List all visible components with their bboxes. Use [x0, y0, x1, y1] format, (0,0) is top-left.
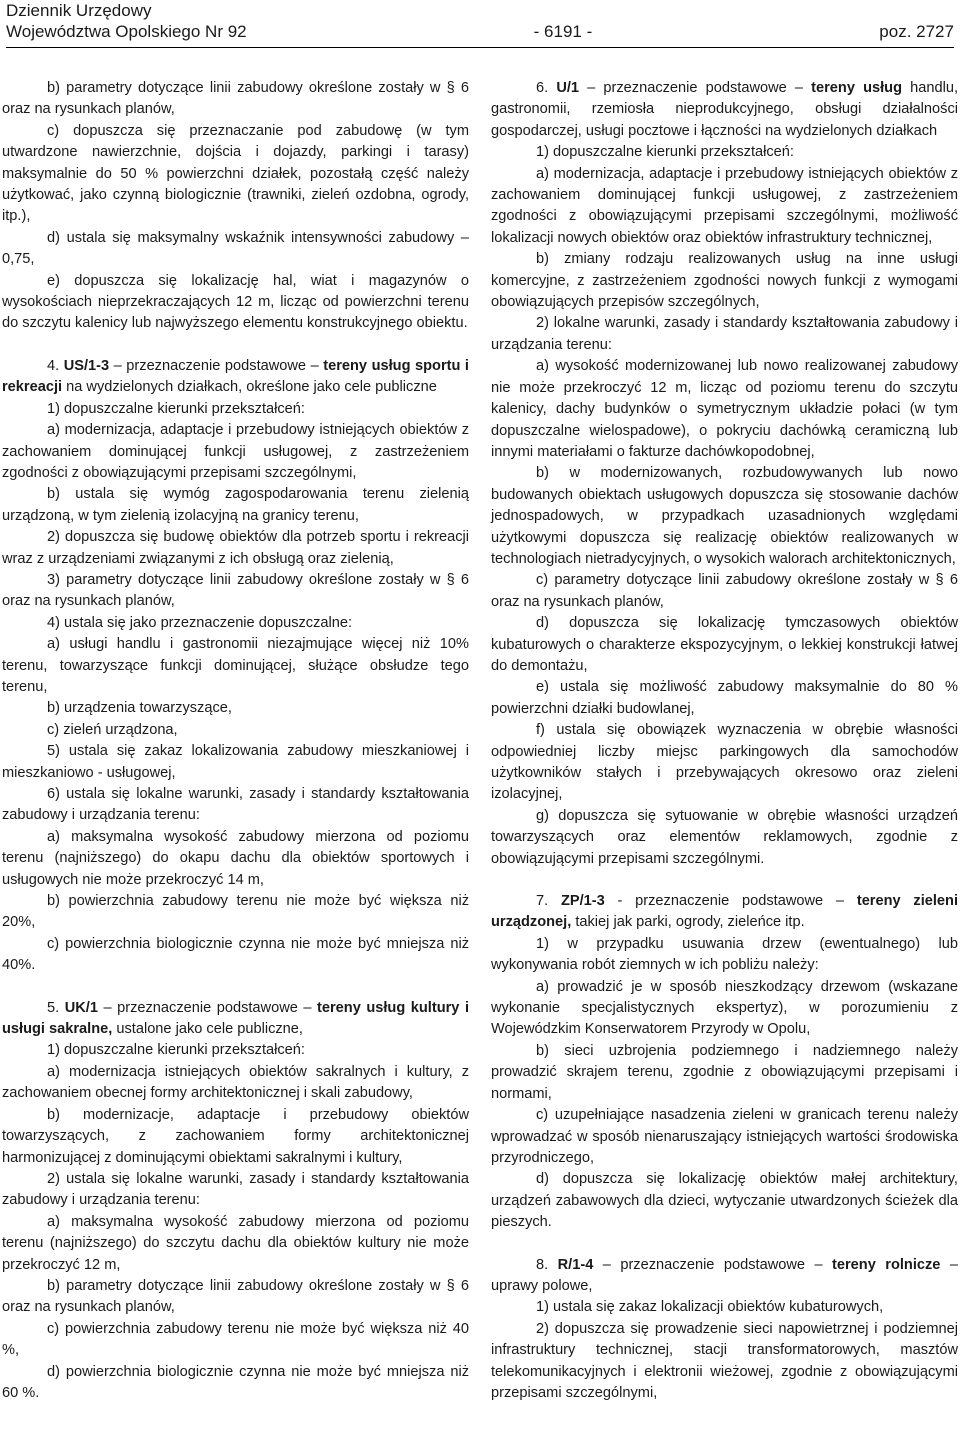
section-number: 7. [536, 893, 561, 910]
paragraph: b) zmiany rodzaju realizowanych usług na inne usługi komercyjne, z zastrzeżeniem zgodności nowych funkcji z wymogami obowiązujących przepisów szczególnych, [491, 251, 958, 311]
paragraph: f) ustala się obowiązek wyznaczenia w obrębie własności odpowiedniej liczby miejsc parkingowych dla samochodów użytkowników stałych i przebywających okresowo oraz zieleni izolacyjnej, [491, 722, 958, 803]
left-column [2, 78, 469, 1404]
section-code: ZP/1-3 [560, 893, 605, 910]
paragraph: a) modernizacja, adaptacje i przebudowy istniejących obiektów z zachowaniem dominującej funkcji usługowej, z zastrzeżeniem zgodności z obowiązującymi przepisami szczególnymi, możliwość lokalizacji nowych obiektów oraz obiektów infrastruktury technicznej, [491, 165, 958, 246]
section-purpose: tereny zieleni urządzonej, [491, 893, 959, 931]
page-number: - 6191 - [533, 22, 593, 41]
section-text: ustalone jako cele publiczne, [112, 1021, 303, 1038]
paragraph: d) powierzchnia biologicznie czynna nie może być mniejsza niż 60 %. [2, 1363, 469, 1401]
section-number: 8. [536, 1256, 558, 1273]
paragraph: c) powierzchnia zabudowy terenu nie może być większa niż 40 %, [2, 1320, 469, 1359]
paragraph: 1) dopuszczalne kierunki przekształceń: [47, 1042, 305, 1059]
paragraph: b) modernizacje, adaptacje i przebudowy obiektów towarzyszących, z zachowaniem formy architektonicznej harmonizującej z dominującymi obiektami sakralnymi i kultury, [2, 1106, 469, 1166]
paragraph: c) parametry dotyczące linii zabudowy określone zostały w § 6 oraz na rysunkach planów, [491, 572, 958, 610]
paragraph: 1) w przypadku usuwania drzew (ewentualnego) lub wykonywania robót ziemnych w ich pobliżu należy: [491, 935, 958, 974]
paragraph: b) w modernizowanych, rozbudowywanych lub nowo budowanych obiektach usługowych dopuszcza się stosowanie dachów jednospadowych, w przypadkach uzasadnionych względami użytkowymi dopuszcza się realizację obiektów realizowanych w technologiach nietradycyjnych, o wysokich walorach architektonicznych, [491, 465, 958, 567]
section-purpose: tereny usług sportu i rekreacji [2, 357, 469, 396]
paragraph: b) ustala się wymóg zagospodarowania terenu zielenią urządzoną, w tym zielenią izolacyjną na granicy terenu, [2, 486, 469, 524]
right-column [491, 78, 958, 1404]
page-header [6, 0, 954, 48]
paragraph: b) powierzchnia zabudowy terenu nie może być większa niż 20%, [2, 893, 469, 931]
section-number: 4. [47, 357, 64, 374]
section-text: – przeznaczenie podstawowe – [593, 1256, 833, 1273]
paragraph: a) wysokość modernizowanej lub nowo realizowanej zabudowy nie może przekroczyć 12 m, licząc od poziomu terenu do szczytu kalenicy, dachy budynków o symetrycznym układzie połaci (w tym dopuszczalne wielospadowe), o pokryciu dachówką ceramiczną lub innymi materiałami o fakturze dachówkopodobnej, [491, 358, 958, 460]
paragraph: 2) lokalne warunki, zasady i standardy kształtowania zabudowy i urządzania terenu: [491, 315, 958, 353]
paragraph: 1) dopuszczalne kierunki przekształceń: [47, 400, 305, 417]
section-text: handlu, gastronomii, rzemiosła nieprodukcyjnego, obsługi działalności gospodarczej, usługi pocztowe i łączności na wydzielonych działkach [491, 80, 959, 139]
section-number: 5. [47, 999, 65, 1016]
paragraph: a) modernizacja, adaptacje i przebudowy istniejących obiektów z zachowaniem dominującej funkcji usługowej, z zastrzeżeniem zgodności z obowiązującymi przepisami szczególnymi, [2, 422, 469, 481]
paragraph: a) modernizacja istniejących obiektów sakralnych i kultury, z zachowaniem obecnej formy architektonicznej i skali zabudowy, [2, 1063, 469, 1102]
header-row [6, 21, 954, 42]
paragraph: e) ustala się możliwość zabudowy maksymalnie do 80 % powierzchni działki budowlanej, [491, 679, 958, 717]
section-purpose: tereny rolnicze [832, 1256, 941, 1273]
paragraph: 1) dopuszczalne kierunki przekształceń: [536, 144, 794, 161]
section-text: – przeznaczenie podstawowe – [97, 999, 318, 1016]
section-text: – przeznaczenie podstawowe – [109, 357, 324, 374]
paragraph: 5) ustala się zakaz lokalizowania zabudowy mieszkaniowej i mieszkaniowo - usługowej, [2, 743, 469, 781]
paragraph: b) sieci uzbrojenia podziemnego i nadziemnego należy prowadzić skrajem terenu, zgodnie z obowiązującymi przepisami i normami, [491, 1042, 958, 1102]
paragraph: b) urządzenia towarzyszące, [47, 700, 232, 717]
paragraph: c) powierzchnia biologicznie czynna nie może być mniejsza niż 40%. [2, 935, 469, 974]
section-code: UK/1 [64, 999, 98, 1016]
paragraph: e) dopuszcza się lokalizację hal, wiat i magazynów o wysokościach nieprzekraczających 12 m, licząc od powierzchni terenu do szczytu kalenicy lub najwyższego elementu konstrukcyjnego obiektu. [2, 272, 469, 332]
header-rule [6, 47, 954, 48]
section-text: – uprawy polowe, [491, 1256, 958, 1294]
paragraph: 3) parametry dotyczące linii zabudowy określone zostały w § 6 oraz na rysunkach planów, [2, 571, 469, 610]
section-purpose: tereny usług kultury i usługi sakralne, [2, 999, 469, 1038]
paragraph: g) dopuszcza się sytuowanie w obrębie własności urządzeń towarzyszących oraz elementów reklamowych, zgodnie z obowiązującymi przepisami szczególnymi. [491, 807, 958, 867]
journal-title: Dziennik Urzędowy [6, 1, 152, 20]
paragraph: 2) dopuszcza się prowadzenie sieci napowietrznej i podziemnej infrastruktury technicznej, stacji transformatorowych, masztów telekomunikacyjnych i elektronii wieżowej, zgodnie z obowiązującymi przepisami szczególnymi, [491, 1320, 958, 1401]
paragraph: a) prowadzić je w sposób nieszkodzący drzewom (wskazane wykonanie specjalistycznych ekspertyz), w porozumieniu z Wojewódzkim Konserwatorem Przyrody w Opolu, [491, 978, 958, 1038]
position-label: poz. 2727 [879, 22, 954, 41]
paragraph: a) maksymalna wysokość zabudowy mierzona od poziomu terenu (najniższego) do okapu dachu dla obiektów sportowych i usługowych nie może przekroczyć 14 m, [2, 828, 469, 888]
paragraph: d) dopuszcza się lokalizację obiektów małej architektury, urządzeń zabawowych dla dzieci, wytyczanie utwardzonych ścieżek dla pieszych. [491, 1171, 958, 1231]
paragraph: 1) ustala się zakaz lokalizacji obiektów kubaturowych, [536, 1299, 884, 1316]
paragraph: b) parametry dotyczące linii zabudowy określone zostały w § 6 oraz na rysunkach planów, [2, 80, 469, 118]
section-heading-5 [2, 998, 469, 1041]
section-heading-4 [2, 356, 469, 399]
section-code: R/1-4 [557, 1256, 594, 1273]
paragraph: 2) dopuszcza się budowę obiektów dla potrzeb sportu i rekreacji wraz z urządzeniami związanymi z ich obsługą oraz zielenią, [2, 529, 469, 567]
section-code: US/1-3 [63, 357, 110, 374]
paragraph: d) dopuszcza się lokalizację tymczasowych obiektów kubaturowych o charakterze ekspozycyjnym, o lekkiej konstrukcji łatwej do demontażu, [491, 615, 958, 674]
section-text: - przeznaczenie podstawowe – [604, 893, 857, 910]
section-text: – przeznaczenie podstawowe – [579, 80, 812, 96]
section-heading-6 [491, 78, 958, 142]
section-heading-8 [491, 1255, 958, 1298]
paragraph: c) dopuszcza się przeznaczanie pod zabudowę (w tym utwardzone nawierzchnie, dojścia i dojazdy, parkingi i tarasy) maksymalnie do 50 % powierzchni działek, pozostałą część należy użytkować, jako czynną biologicznie (trawniki, zieleń ozdobna, ogrody, itp.), [2, 122, 469, 225]
paragraph: a) maksymalna wysokość zabudowy mierzona od poziomu terenu (najniższego) do szczytu dachu dla obiektów kultury nie może przekroczyć 12 m, [2, 1213, 469, 1273]
paragraph: 2) ustala się lokalne warunki, zasady i standardy kształtowania zabudowy i urządzania terenu: [2, 1170, 469, 1209]
paragraph: 4) ustala się jako przeznaczenie dopuszczalne: [47, 614, 353, 631]
paragraph: c) uzupełniające nasadzenia zieleni w granicach terenu należy wprowadzać w sposób nienaruszający istniejących wartości środowiska przyrodniczego, [491, 1107, 958, 1166]
section-heading-7 [491, 891, 958, 934]
section-purpose: tereny usług [811, 80, 902, 96]
section-text: takiej jak parki, ogrody, zieleńce itp. [571, 914, 805, 931]
paragraph: d) ustala się maksymalny wskaźnik intensywności zabudowy – 0,75, [2, 229, 469, 268]
section-code: U/1 [556, 80, 580, 96]
issue-label: Województwa Opolskiego Nr 92 [6, 22, 247, 41]
section-text: na wydzielonych działkach, określone jako cele publiczne [62, 379, 437, 396]
section-number: 6. [536, 80, 557, 96]
paragraph: c) zieleń urządzona, [47, 721, 178, 738]
paragraph: b) parametry dotyczące linii zabudowy określone zostały w § 6 oraz na rysunkach planów, [2, 1277, 469, 1316]
paragraph: 6) ustala się lokalne warunki, zasady i standardy kształtowania zabudowy i urządzania terenu: [2, 786, 469, 824]
paragraph: a) usługi handlu i gastronomii niezajmujące więcej niż 10% terenu, towarzyszące funkcji dominującej, służące obsłudze tego terenu, [2, 636, 469, 695]
